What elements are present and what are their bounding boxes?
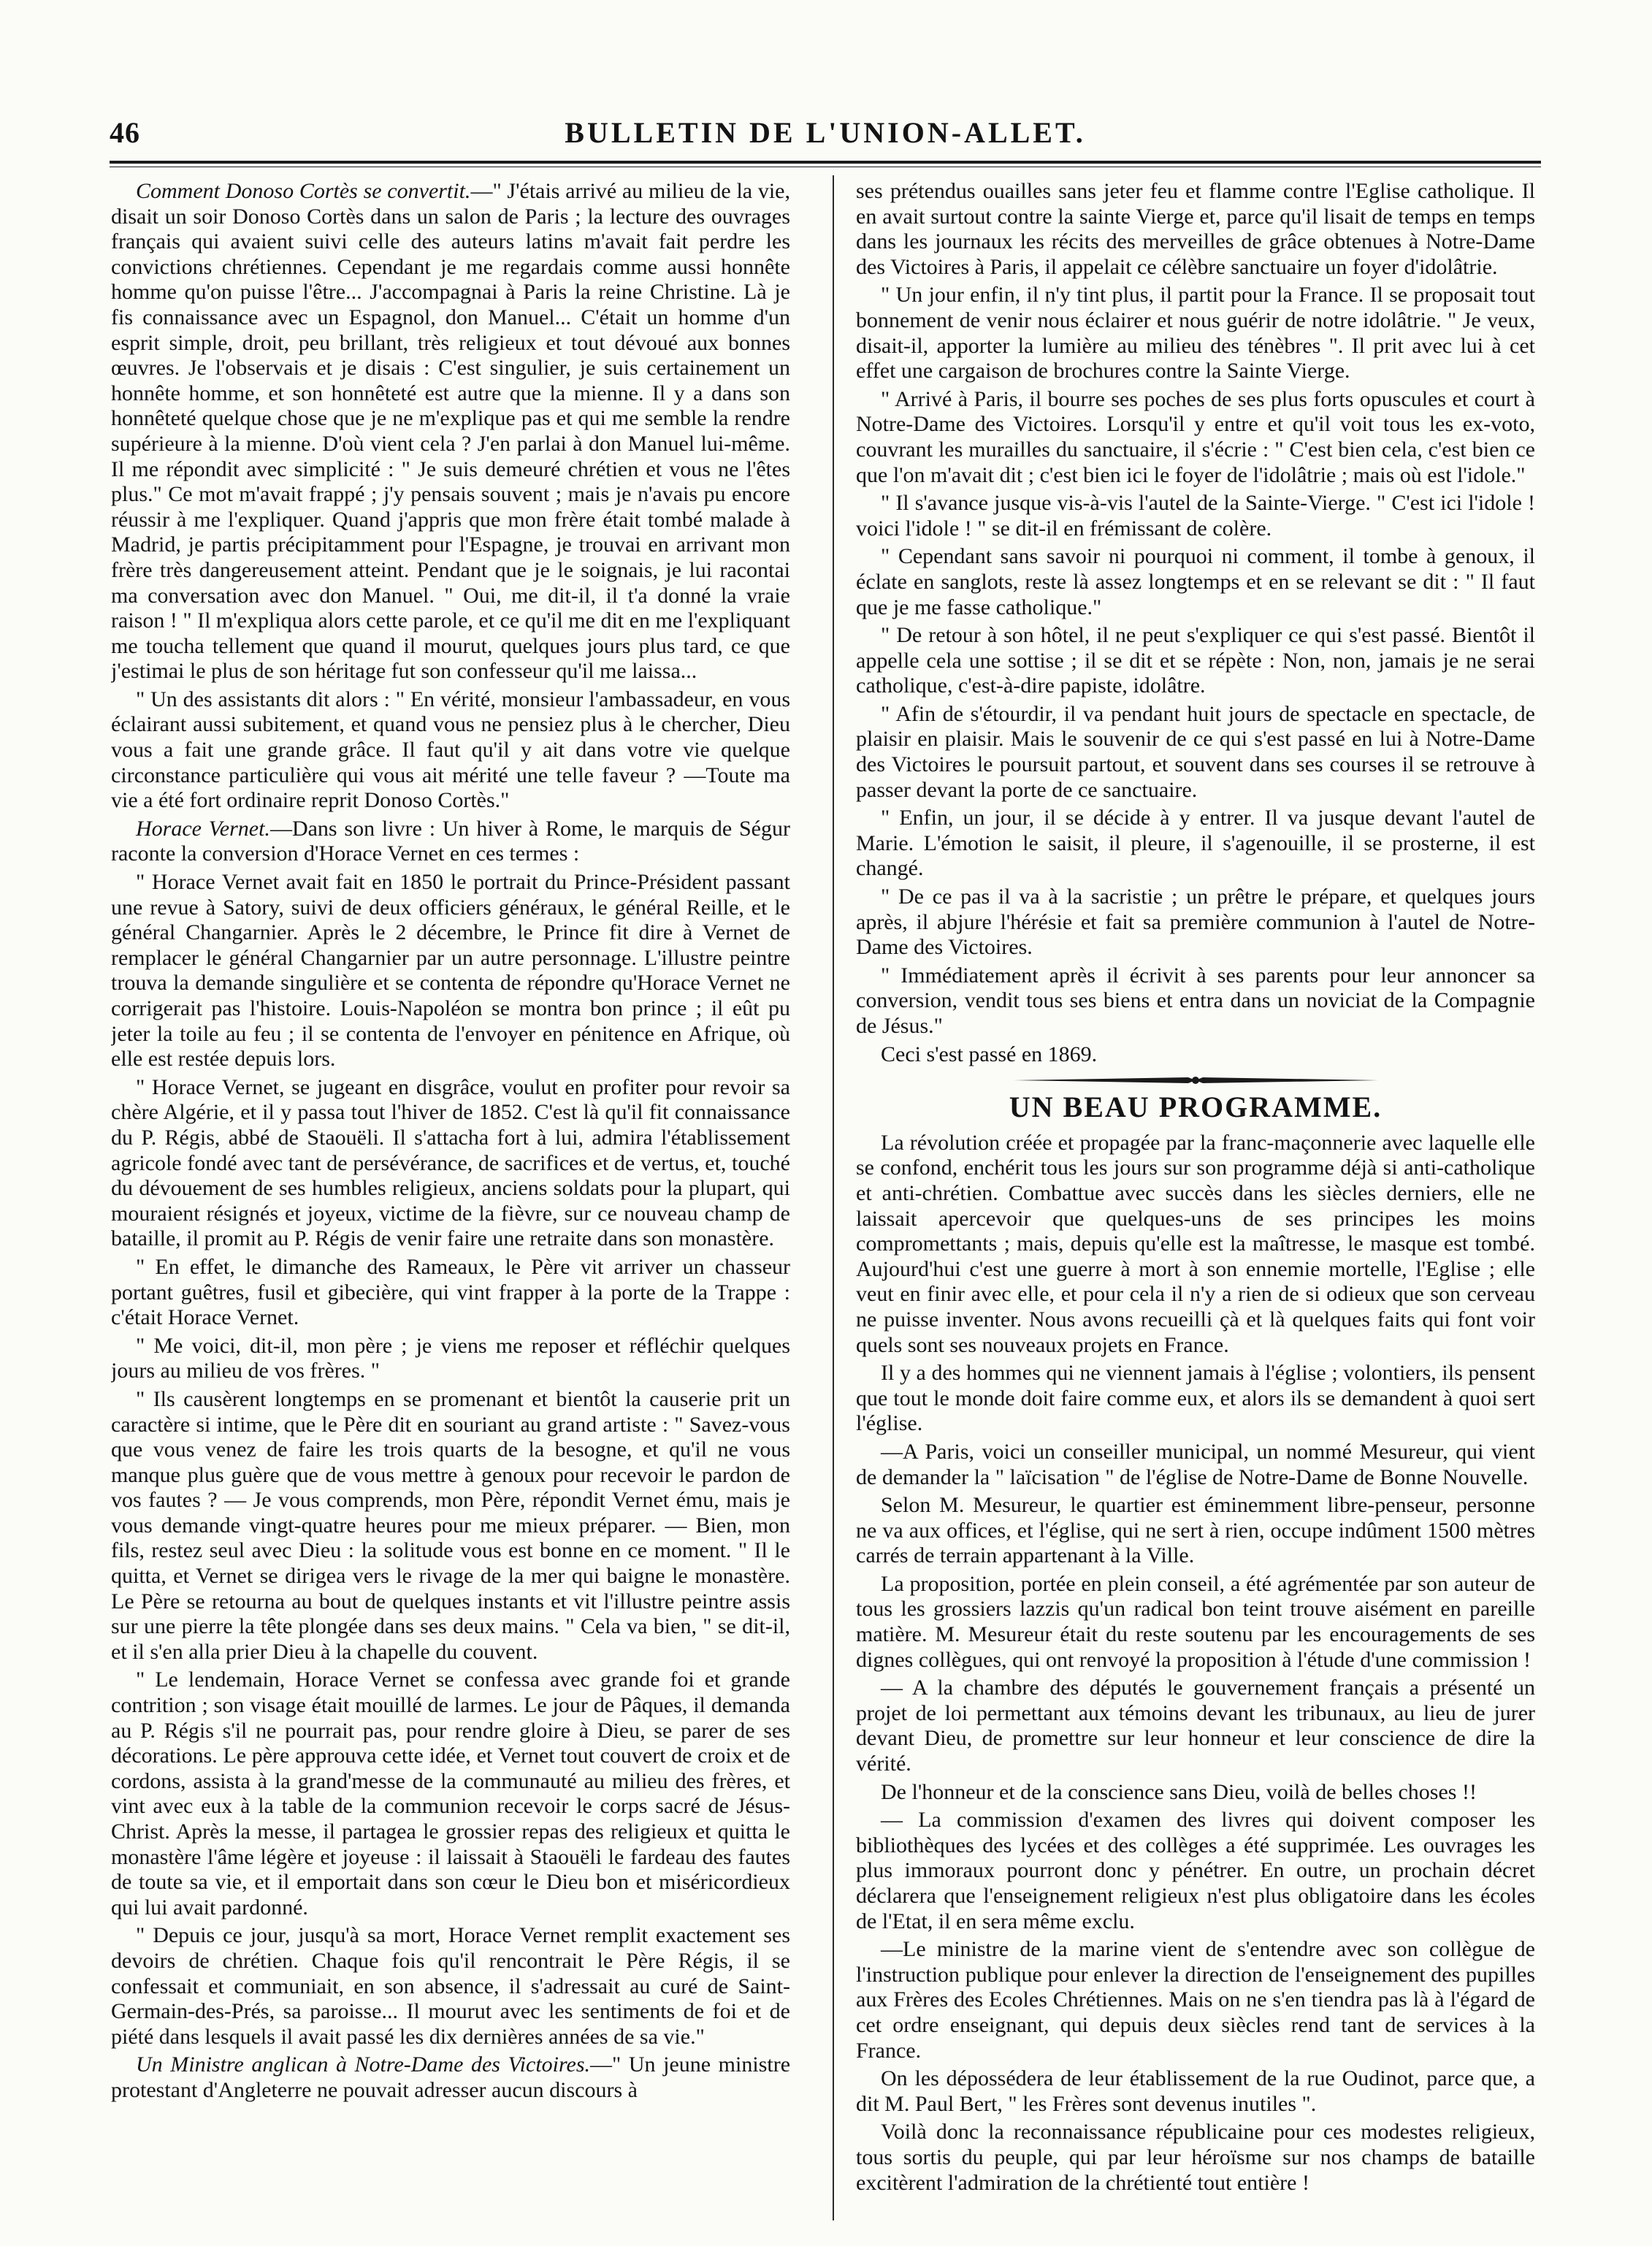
article-paragraph: Ceci s'est passé en 1869. — [881, 1042, 1098, 1066]
article-paragraph: " Arrivé à Paris, il bourre ses poches de ses plus forts opuscules et court à Notre-Dame des Victoires. Lorsqu'il y entre et qu'il voit tous les ex-voto, couvrant les murailles du sanctuaire, il s'écrie : " C'est bien cela, c'est bien ce que l'on m'avait dit ; c'est bien ici le foyer de l'idolâtrie ; mais où est l'idole." — [856, 386, 1535, 487]
article-paragraph — [111, 1255, 790, 1331]
page-header — [110, 110, 1541, 161]
section-ornament — [856, 1073, 1535, 1088]
paragraph-text: —" J'étais arrivé au milieu de la vie, disait un soir Donoso Cortès dans un salon de Paris ; la lecture des ouvrages français qui avaient suivi celle des auteurs latins m'avait fait perdre les convictions chrétiennes. Cependant je me regardais comme aussi honnête homme qu'on puisse l'être... J'accompagnai à Paris la reine Christine. Là je fis connaissance avec un Espagnol, don Manuel... C'était un homme d'un esprit simple, droit, peu brillant, très religieux et tout dévoué aux bonnes œuvres. Je l'observais et je disais : C'est singulier, je suis certainement un honnête homme, et son honnêteté est autre que la mienne. Il y a dans son honnêteté quelque chose que je ne m'explique pas et qui me semble la rendre supérieure à la mienne. D'où vient cela ? J'en parlai à don Manuel lui-même. Il me répondit avec simplicité : " Je suis demeuré chrétien et vous ne l'êtes plus." Ce mot m'avait frappé ; j'y pensais souvent ; mais je n'avais pu encore réussir à me l'expliquer. Quand j'appris que mon frère était tombé malade à Madrid, je partis précipitamment pour l'Espagne, je trouvai en arrivant mon frère très dangereusement atteint. Pendant que je le soignais, je lui racontai ma conversation avec don Manuel. " Oui, me dit-il, il t'a donné la vraie raison ! " Il m'expliqua alors cette parole, et ce qu'il me dit en me l'expliquant me toucha tellement que quand il mourut, quelques jours plus tard, ce que j'estimai le plus de son héritage fut son confesseur qu'il me laissa... — [111, 179, 790, 684]
article-paragraph: On les dépossédera de leur établissement de la rue Oudinot, parce que, a dit M. Paul Bert, " les Frères sont devenus inutiles ". — [856, 2066, 1535, 2116]
article-paragraph — [111, 179, 790, 684]
article-paragraph: De l'honneur et de la conscience sans Dieu, voilà de belles choses !! — [881, 1779, 1477, 1804]
header-rule — [110, 161, 1541, 164]
article-paragraph — [111, 1387, 790, 1665]
left-column — [111, 179, 790, 2231]
article-paragraph: " Immédiatement après il écrivit à ses parents pour leur annoncer sa conversion, vendit tous ses biens et entra dans un noviciat de la Compagnie de Jésus." — [856, 963, 1535, 1038]
article-title: Horace Vernet. — [136, 816, 270, 841]
right-column — [856, 179, 1535, 2231]
article-paragraph: Voilà donc la reconnaissance républicaine pour ces modestes religieux, tous sortis du peuple, qui par leur héroïsme sur nos champs de bataille excitèrent l'admiration de la chrétienté tout entière ! — [856, 2120, 1535, 2195]
article-paragraph: Selon M. Mesureur, le quartier est éminemment libre-penseur, personne ne va aux offices, et l'église, qui ne sert à rien, occupe indûment 1500 mètres carrés de terrain appartenant à la Ville. — [856, 1493, 1535, 1568]
article-paragraph: — A la chambre des députés le gouvernement français a présenté un projet de loi permettant aux témoins devant les tribunaux, au lieu de jurer devant Dieu, de promettre sur leur honneur et leur conscience de dire la vérité. — [856, 1676, 1535, 1776]
article-paragraph — [111, 1668, 790, 1920]
article-paragraph: La révolution créée et propagée par la franc-maçonnerie avec laquelle elle se confond, enchérit tous les jours sur son programme déjà si anti-catholique et anti-chrétien. Combattue avec succès dans les siècles derniers, elle ne laissait apercevoir que quelques-uns de ses principes les moins compromettants ; mais, depuis qu'elle est la maîtresse, le masque est tombé. Aujourd'hui c'est une guerre à mort à son ennemie mortelle, l'Eglise ; elle veut en finir avec elle, et pour cela il n'y a rien de si odieux que son cerveau ne puisse inventer. Nous avons recueilli çà et là quelques faits qui font voir quels sont ses nouveaux projets en France. — [856, 1130, 1535, 1357]
article-paragraph: —Le ministre de la marine vient de s'entendre avec son collègue de l'instruction publique pour enlever la direction de l'enseignement des pupilles aux Frères des Ecoles Chrétiennes. Mais on ne s'en tiendra pas là à l'égard de cet ordre enseignant, qui depuis deux siècles rend tant de services à la France. — [856, 1937, 1535, 2063]
article-paragraph: " Enfin, un jour, il se décide à y entrer. Il va jusque devant l'autel de Marie. L'émotion le saisit, il pleure, il s'agenouille, il se prosterne, il est changé. — [856, 806, 1535, 881]
paragraph-text: " Horace Vernet, se jugeant en disgrâce, voulut en profiter pour revoir sa chère Algérie, et il y passa tout l'hiver de 1852. C'est là qu'il fit connaissance du P. Régis, abbé de Staouëli. Il s'attacha fort à lui, admira l'établissement agricole fondé avec tant de persévérance, de sacrifices et de vertus, et, touché du dévouement de ses humbles religieux, anciens soldats pour la plupart, qui mouraient résignés et joyeux, victime de la fièvre, sur ce nouveau champ de bataille, il promit au P. Régis de venir faire une retraite dans son monastère. — [111, 1074, 790, 1251]
paragraph-text: —" Un jeune ministre protestant d'Angleterre ne pouvait adresser aucun discours à — [111, 2052, 790, 2102]
column-divider — [833, 175, 834, 2220]
paragraph-text: —Dans son livre : Un hiver à Rome, le marquis de Ségur raconte la conversion d'Horace Vernet en ces termes : — [111, 816, 790, 866]
paragraph-text: " En effet, le dimanche des Rameaux, le Père vit arriver un chasseur portant guêtres, fusil et gibecière, qui vint frapper à la porte de la Trappe : c'était Horace Vernet. — [111, 1254, 790, 1330]
article-paragraph: " De ce pas il va à la sacristie ; un prêtre le prépare, et quelques jours après, il abjure l'hérésie et fait sa première communion à l'autel de Notre-Dame des Victoires. — [856, 885, 1535, 960]
article-title: Comment Donoso Cortès se convertit. — [136, 179, 471, 203]
paragraph-text: " Un des assistants dit alors : " En vérité, monsieur l'ambassadeur, en vous éclairant aussi subitement, et quand vous ne pensiez plus à le chercher, Dieu vous a fait une grande grâce. Il faut qu'il y ait dans votre vie quelque circonstance particulière qui vous ait mérité une telle faveur ? —Toute ma vie a été fort ordinaire reprit Donoso Cortès." — [111, 687, 790, 813]
article-paragraph: " De retour à son hôtel, il ne peut s'expliquer ce qui s'est passé. Bientôt il appelle cela une sottise ; il se dit et se répète : Non, non, jamais je ne serai catholique, c'est-à-dire papiste, idolâtre. — [856, 623, 1535, 698]
paragraph-text: " Me voici, dit-il, mon père ; je viens me reposer et réfléchir quelques jours au milieu de vos frères. " — [111, 1333, 790, 1383]
article-paragraph: " Il s'avance jusque vis-à-vis l'autel de la Sainte-Vierge. " C'est ici l'idole ! voici l'idole ! " se dit-il en frémissant de colère. — [856, 491, 1535, 541]
section-title: UN BEAU PROGRAMME. — [1009, 1090, 1383, 1124]
page-number: 46 — [110, 116, 140, 149]
paragraph-text: " Ils causèrent longtemps en se promenant et bientôt la causerie prit un caractère si intime, que le Père dit en souriant au grand artiste : " Savez-vous que vous venez de faire les trois quarts de la besogne, et qu'il ne vous manque plus guère que de vous mettre à genoux pour recevoir le pardon de vos fautes ? — Je vous comprends, mon Père, répondit Vernet ému, mais je vous demande vingt-quatre heures pour me mieux préparer. — Bien, mon fils, restez seul avec Dieu : la solitude vous est bonne en ce moment. " Il le quitta, et Vernet se dirigea vers le rivage de la mer qui baigne le monastère. Le Père se retourna au bout de quelques instants et vit l'illustre peintre assis sur une pierre la tête plongée dans ses deux mains. " Cela va bien, " se dit-il, et il s'en alla prier Dieu à la chapelle du couvent. — [111, 1386, 790, 1664]
article-paragraph: " Un jour enfin, il n'y tint plus, il partit pour la France. Il se proposait tout bonnement de venir nous éclairer et nous guérir de notre idolâtrie. " Je veux, disait-il, apporter la lumière au milieu des ténèbres ". Il prit avec lui à cet effet une cargaison de brochures contre la Sainte Vierge. — [856, 283, 1535, 383]
article-paragraph — [111, 1334, 790, 1384]
article-paragraph: La proposition, portée en plein conseil, a été agrémentée par son auteur de tous les grossiers lazzis qu'un radical bon teint trouve aisément en pareille matière. M. Mesureur était du reste soutenu par les encouragements de ses dignes collègues, qui ont renvoyé la proposition à l'étude d'une commission ! — [856, 1571, 1535, 1672]
article-paragraph — [111, 870, 790, 1072]
paragraph-text: " Horace Vernet avait fait en 1850 le portrait du Prince-Président passant une revue à Satory, suivi de deux officiers généraux, le général Reille, et le général Changarnier. Après le 2 décembre, le Prince fit dire à Vernet de remplacer le général Changarnier par un autre personnage. L'illustre peintre trouva la demande singulière et se contenta de répondre qu'Horace Vernet ne corrigerait pas l'histoire. Louis-Napoléon se montra bon prince ; il eût pu jeter la toile au feu ; il se contenta de l'envoyer en pénitence en Afrique, où elle est restée depuis lors. — [111, 870, 790, 1072]
article-paragraph: — La commission d'examen des livres qui doivent composer les bibliothèques des lycées et des collèges a été supprimée. Les ouvrages les plus immoraux pourront donc y pénétrer. En outre, un prochain décret déclarera que l'enseignement religieux n'est plus obligatoire dans les écoles de l'Etat, il en sera même exclu. — [856, 1808, 1535, 1933]
article-paragraph: " Afin de s'étourdir, il va pendant huit jours de spectacle en spectacle, de plaisir en plaisir. Mais le souvenir de ce qui s'est passé en lui à Notre-Dame des Victoires le poursuit partout, et souvent dans ses courses il se retrouve à passer devant la porte de ce sanctuaire. — [856, 701, 1535, 802]
paragraph-text: " Depuis ce jour, jusqu'à sa mort, Horace Vernet remplit exactement ses devoirs de chrétien. Chaque fois qu'il rencontrait le Père Régis, il se confessait et communiait, en son absence, il s'adressait au curé de Saint-Germain-des-Prés, sa paroisse... Il mourut avec les sentiments de foi et de piété dans lesquels il avait passé les dix dernières années de sa vie." — [111, 1923, 790, 2049]
article-paragraph: " Cependant sans savoir ni pourquoi ni comment, il tombe à genoux, il éclate en sanglots, reste là assez longtemps et en se relevant se dit : " Il faut que je me fasse catholique." — [856, 544, 1535, 619]
paragraph-text: " Le lendemain, Horace Vernet se confessa avec grande foi et grande contrition ; son visage était mouillé de larmes. Le jour de Pâques, il demanda au P. Régis s'il ne pourrait pas, pour rendre gloire à Dieu, se parer de ses décorations. Le père approuva cette idée, et Vernet tout couvert de croix et de cordons, assista à la grand'messe de la communauté au milieu des frères, et vint avec eux à la table de la communion recevoir le corps sacré de Jésus-Christ. Après la messe, il partagea le grossier repas des religieux et quitta le monastère l'âme légère et joyeuse : il laissait à Staouëli le fardeau des fautes de toute sa vie, et il emportait dans son cœur le Dieu bon et miséricordieux qui lui avait pardonné. — [111, 1668, 790, 1920]
article-paragraph — [111, 2052, 790, 2103]
ornament-rule-icon — [1006, 1073, 1385, 1088]
article-paragraph — [111, 687, 790, 814]
article-paragraph — [111, 1075, 790, 1252]
article-paragraph: Il y a des hommes qui ne viennent jamais à l'église ; volontiers, ils pensent que tout le monde doit faire comme eux, et alors ils se demandent à quoi sert l'église. — [856, 1361, 1535, 1436]
article-paragraph — [111, 817, 790, 867]
article-paragraph: —A Paris, voici un conseiller municipal, un nommé Mesureur, qui vient de demander la " laïcisation " de l'église de Notre-Dame de Bonne Nouvelle. — [856, 1439, 1535, 1489]
article-paragraph: ses prétendus ouailles sans jeter feu et flamme contre l'Eglise catholique. Il en avait surtout contre la sainte Vierge et, parce qu'il lisait de temps en temps dans les journaux les récits des merveilles de grâce obtenues à Notre-Dame des Victoires à Paris, il appelait ce célèbre sanctuaire un foyer d'idolâtrie. — [856, 179, 1535, 279]
running-title: BULLETIN DE L'UNION-ALLET. — [565, 116, 1086, 149]
article-paragraph — [111, 1923, 790, 2050]
article-title: Un Ministre anglican à Notre-Dame des Victoires. — [136, 2052, 591, 2077]
